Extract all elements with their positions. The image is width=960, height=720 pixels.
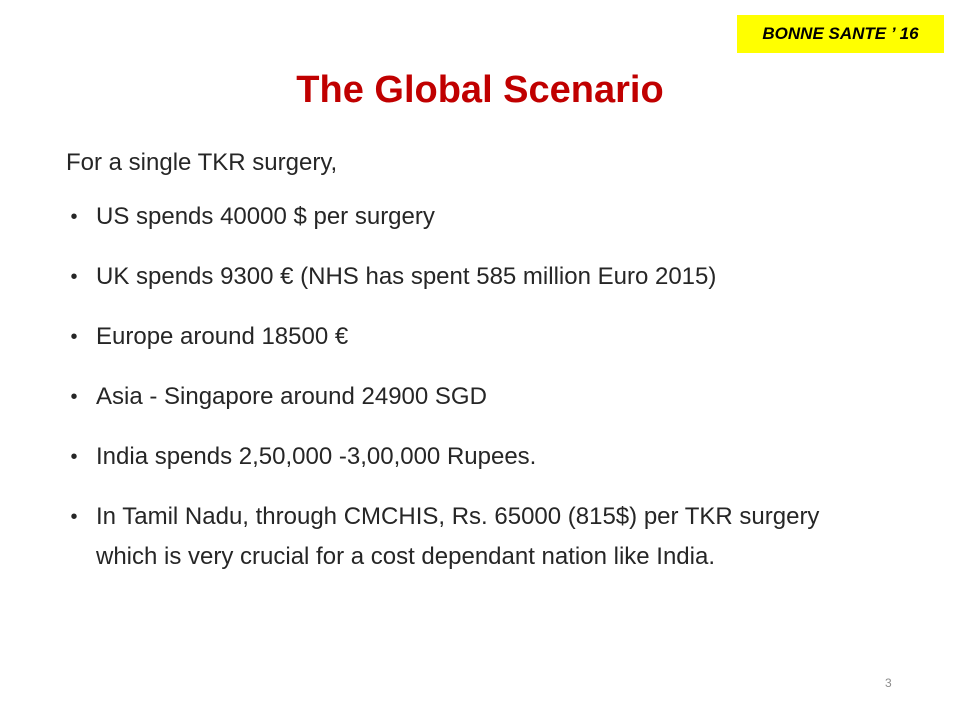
bullet-text: UK spends 9300 € (NHS has spent 585 million Euro 2015) (96, 263, 717, 290)
event-badge: BONNE SANTE ’ 16 (737, 15, 944, 53)
bullet-list (66, 197, 886, 577)
bullet-text: Asia - Singapore around 24900 SGD (96, 383, 487, 410)
intro-text: For a single TKR surgery, (66, 149, 338, 176)
bullet-text: In Tamil Nadu, through CMCHIS, Rs. 65000 (815$) per TKR surgery which is very crucial for a cost dependant nation like India. (96, 503, 820, 570)
bullet-item-uk (66, 257, 886, 297)
bullet-dot-icon: • (70, 506, 78, 528)
bullet-item-us (66, 197, 886, 237)
bullet-dot-icon: • (70, 206, 78, 228)
bullet-dot-icon: • (70, 266, 78, 288)
bullet-item-asia (66, 377, 886, 417)
slide-title: The Global Scenario (296, 69, 664, 111)
bullet-item-india (66, 437, 886, 477)
bullet-item-europe (66, 317, 886, 357)
bullet-dot-icon: • (70, 446, 78, 468)
bullet-dot-icon: • (70, 386, 78, 408)
bullet-text: Europe around 18500 € (96, 323, 349, 350)
bullet-text: India spends 2,50,000 -3,00,000 Rupees. (96, 443, 537, 470)
bullet-item-tamil-nadu (66, 497, 886, 577)
bullet-dot-icon: • (70, 326, 78, 348)
page-number: 3 (885, 676, 892, 690)
bullet-text: US spends 40000 $ per surgery (96, 203, 435, 230)
